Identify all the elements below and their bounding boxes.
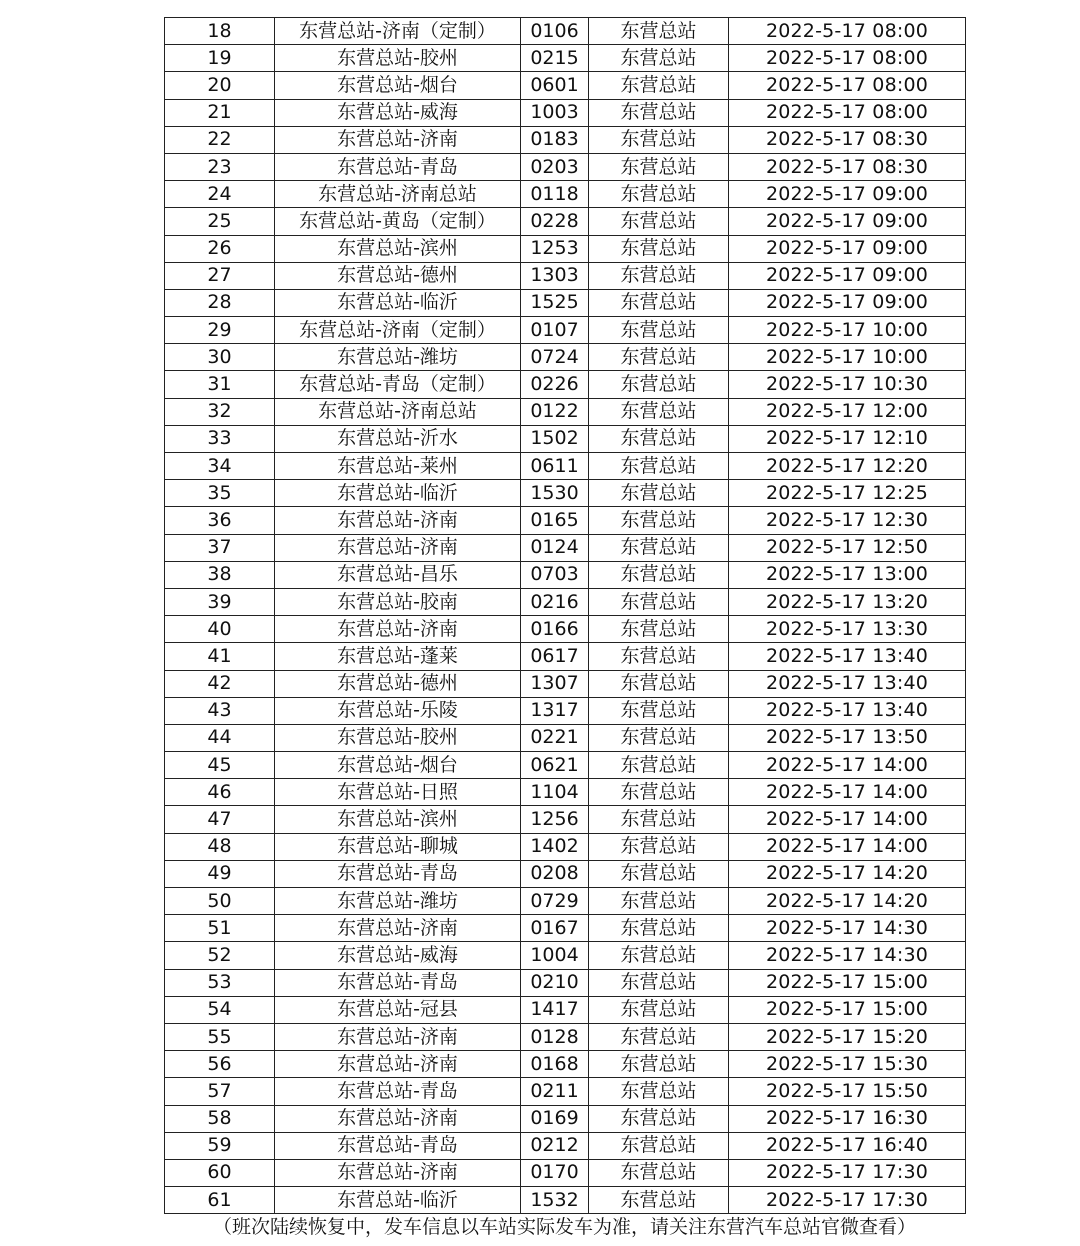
departure-time-cell: 2022-5-17 14:00 [729, 779, 966, 806]
row-number-cell: 49 [165, 860, 275, 887]
row-number-cell: 28 [165, 289, 275, 316]
departure-time-cell: 2022-5-17 15:00 [729, 969, 966, 996]
departure-station-cell: 东营总站 [589, 1159, 729, 1186]
route-cell: 东营总站-济南 [275, 1159, 521, 1186]
table-row [165, 752, 966, 779]
table-row [165, 697, 966, 724]
row-number-cell: 23 [165, 153, 275, 180]
departure-station-cell: 东营总站 [589, 724, 729, 751]
row-number-cell: 46 [165, 779, 275, 806]
departure-time-cell: 2022-5-17 15:20 [729, 1023, 966, 1050]
departure-time-cell: 2022-5-17 14:20 [729, 888, 966, 915]
departure-station-cell: 东营总站 [589, 969, 729, 996]
departure-station-cell: 东营总站 [589, 1078, 729, 1105]
departure-station-cell: 东营总站 [589, 779, 729, 806]
row-number-cell: 41 [165, 643, 275, 670]
route-cell: 东营总站-青岛 [275, 1078, 521, 1105]
route-code-cell: 1004 [521, 942, 589, 969]
row-number-cell: 31 [165, 371, 275, 398]
table-row [165, 453, 966, 480]
route-code-cell: 0221 [521, 724, 589, 751]
route-code-cell: 1003 [521, 99, 589, 126]
route-cell: 东营总站-滨州 [275, 235, 521, 262]
table-row [165, 72, 966, 99]
departure-time-cell: 2022-5-17 12:20 [729, 453, 966, 480]
departure-station-cell: 东营总站 [589, 1132, 729, 1159]
route-cell: 东营总站-乐陵 [275, 697, 521, 724]
departure-station-cell: 东营总站 [589, 235, 729, 262]
departure-time-cell: 2022-5-17 13:40 [729, 670, 966, 697]
table-row [165, 1159, 966, 1186]
row-number-cell: 56 [165, 1051, 275, 1078]
route-code-cell: 0166 [521, 616, 589, 643]
departure-time-cell: 2022-5-17 12:10 [729, 425, 966, 452]
route-code-cell: 0122 [521, 398, 589, 425]
departure-station-cell: 东营总站 [589, 942, 729, 969]
route-code-cell: 0729 [521, 888, 589, 915]
row-number-cell: 51 [165, 915, 275, 942]
departure-time-cell: 2022-5-17 08:30 [729, 153, 966, 180]
table-row [165, 1187, 966, 1214]
route-cell: 东营总站-威海 [275, 942, 521, 969]
departure-station-cell: 东营总站 [589, 806, 729, 833]
row-number-cell: 42 [165, 670, 275, 697]
route-code-cell: 0124 [521, 534, 589, 561]
row-number-cell: 53 [165, 969, 275, 996]
route-code-cell: 0228 [521, 208, 589, 235]
route-cell: 东营总站-青岛 [275, 1132, 521, 1159]
departure-station-cell: 东营总站 [589, 398, 729, 425]
route-cell: 东营总站-青岛 [275, 153, 521, 180]
departure-station-cell: 东营总站 [589, 996, 729, 1023]
departure-time-cell: 2022-5-17 09:00 [729, 181, 966, 208]
row-number-cell: 55 [165, 1023, 275, 1050]
table-row [165, 1023, 966, 1050]
row-number-cell: 26 [165, 235, 275, 262]
route-cell: 东营总站-沂水 [275, 425, 521, 452]
departure-time-cell: 2022-5-17 13:20 [729, 588, 966, 615]
route-code-cell: 0128 [521, 1023, 589, 1050]
row-number-cell: 18 [165, 18, 275, 45]
schedule-table [164, 17, 966, 1214]
row-number-cell: 48 [165, 833, 275, 860]
departure-station-cell: 东营总站 [589, 561, 729, 588]
route-code-cell: 1525 [521, 289, 589, 316]
table-row [165, 588, 966, 615]
departure-station-cell: 东营总站 [589, 1105, 729, 1132]
route-cell: 东营总站-潍坊 [275, 344, 521, 371]
route-cell: 东营总站-胶州 [275, 45, 521, 72]
route-cell: 东营总站-德州 [275, 262, 521, 289]
route-cell: 东营总站-济南总站 [275, 181, 521, 208]
departure-time-cell: 2022-5-17 14:00 [729, 833, 966, 860]
departure-station-cell: 东营总站 [589, 833, 729, 860]
table-row [165, 153, 966, 180]
route-code-cell: 1530 [521, 480, 589, 507]
departure-station-cell: 东营总站 [589, 534, 729, 561]
table-row [165, 317, 966, 344]
table-row [165, 806, 966, 833]
route-code-cell: 0106 [521, 18, 589, 45]
route-code-cell: 0216 [521, 588, 589, 615]
row-number-cell: 33 [165, 425, 275, 452]
route-code-cell: 1532 [521, 1187, 589, 1214]
departure-station-cell: 东营总站 [589, 588, 729, 615]
route-code-cell: 0611 [521, 453, 589, 480]
departure-time-cell: 2022-5-17 13:50 [729, 724, 966, 751]
table-row [165, 181, 966, 208]
departure-time-cell: 2022-5-17 13:40 [729, 697, 966, 724]
departure-station-cell: 东营总站 [589, 425, 729, 452]
route-cell: 东营总站-临沂 [275, 480, 521, 507]
route-cell: 东营总站-济南 [275, 126, 521, 153]
route-code-cell: 0107 [521, 317, 589, 344]
departure-time-cell: 2022-5-17 16:30 [729, 1105, 966, 1132]
table-row [165, 208, 966, 235]
row-number-cell: 40 [165, 616, 275, 643]
row-number-cell: 54 [165, 996, 275, 1023]
route-code-cell: 1253 [521, 235, 589, 262]
route-code-cell: 0226 [521, 371, 589, 398]
departure-station-cell: 东营总站 [589, 45, 729, 72]
table-row [165, 18, 966, 45]
table-row [165, 670, 966, 697]
route-cell: 东营总站-蓬莱 [275, 643, 521, 670]
route-code-cell: 0203 [521, 153, 589, 180]
route-cell: 东营总站-济南（定制） [275, 18, 521, 45]
row-number-cell: 36 [165, 507, 275, 534]
route-code-cell: 1402 [521, 833, 589, 860]
row-number-cell: 30 [165, 344, 275, 371]
departure-time-cell: 2022-5-17 17:30 [729, 1187, 966, 1214]
route-cell: 东营总站-烟台 [275, 72, 521, 99]
departure-time-cell: 2022-5-17 09:00 [729, 262, 966, 289]
route-code-cell: 0169 [521, 1105, 589, 1132]
route-cell: 东营总站-德州 [275, 670, 521, 697]
departure-time-cell: 2022-5-17 08:00 [729, 99, 966, 126]
departure-time-cell: 2022-5-17 08:00 [729, 18, 966, 45]
route-code-cell: 0210 [521, 969, 589, 996]
departure-station-cell: 东营总站 [589, 616, 729, 643]
route-cell: 东营总站-青岛（定制） [275, 371, 521, 398]
row-number-cell: 21 [165, 99, 275, 126]
departure-time-cell: 2022-5-17 08:00 [729, 45, 966, 72]
route-cell: 东营总站-济南 [275, 915, 521, 942]
table-row [165, 371, 966, 398]
departure-station-cell: 东营总站 [589, 860, 729, 887]
route-cell: 东营总站-昌乐 [275, 561, 521, 588]
departure-time-cell: 2022-5-17 13:00 [729, 561, 966, 588]
table-row [165, 996, 966, 1023]
route-code-cell: 0724 [521, 344, 589, 371]
route-code-cell: 0617 [521, 643, 589, 670]
table-row [165, 724, 966, 751]
route-code-cell: 1502 [521, 425, 589, 452]
route-cell: 东营总站-胶南 [275, 588, 521, 615]
table-row [165, 45, 966, 72]
departure-time-cell: 2022-5-17 08:30 [729, 126, 966, 153]
row-number-cell: 39 [165, 588, 275, 615]
table-row [165, 534, 966, 561]
departure-station-cell: 东营总站 [589, 1051, 729, 1078]
departure-station-cell: 东营总站 [589, 670, 729, 697]
route-cell: 东营总站-临沂 [275, 289, 521, 316]
departure-station-cell: 东营总站 [589, 1023, 729, 1050]
route-code-cell: 0118 [521, 181, 589, 208]
departure-station-cell: 东营总站 [589, 72, 729, 99]
route-cell: 东营总站-莱州 [275, 453, 521, 480]
row-number-cell: 35 [165, 480, 275, 507]
route-cell: 东营总站-黄岛（定制） [275, 208, 521, 235]
departure-station-cell: 东营总站 [589, 643, 729, 670]
route-cell: 东营总站-胶州 [275, 724, 521, 751]
route-cell: 东营总站-临沂 [275, 1187, 521, 1214]
row-number-cell: 25 [165, 208, 275, 235]
row-number-cell: 44 [165, 724, 275, 751]
row-number-cell: 43 [165, 697, 275, 724]
route-code-cell: 0168 [521, 1051, 589, 1078]
departure-time-cell: 2022-5-17 09:00 [729, 235, 966, 262]
departure-station-cell: 东营总站 [589, 507, 729, 534]
departure-station-cell: 东营总站 [589, 18, 729, 45]
table-row [165, 480, 966, 507]
table-row [165, 507, 966, 534]
table-row [165, 942, 966, 969]
departure-station-cell: 东营总站 [589, 697, 729, 724]
route-code-cell: 0167 [521, 915, 589, 942]
table-row [165, 1132, 966, 1159]
departure-time-cell: 2022-5-17 10:30 [729, 371, 966, 398]
route-code-cell: 1417 [521, 996, 589, 1023]
row-number-cell: 61 [165, 1187, 275, 1214]
route-cell: 东营总站-潍坊 [275, 888, 521, 915]
table-row [165, 235, 966, 262]
row-number-cell: 52 [165, 942, 275, 969]
route-cell: 东营总站-济南（定制） [275, 317, 521, 344]
departure-station-cell: 东营总站 [589, 480, 729, 507]
departure-time-cell: 2022-5-17 17:30 [729, 1159, 966, 1186]
table-row [165, 833, 966, 860]
departure-station-cell: 东营总站 [589, 99, 729, 126]
departure-station-cell: 东营总站 [589, 344, 729, 371]
route-cell: 东营总站-日照 [275, 779, 521, 806]
departure-station-cell: 东营总站 [589, 181, 729, 208]
route-code-cell: 0170 [521, 1159, 589, 1186]
table-row [165, 561, 966, 588]
route-code-cell: 0211 [521, 1078, 589, 1105]
row-number-cell: 32 [165, 398, 275, 425]
departure-station-cell: 东营总站 [589, 453, 729, 480]
route-code-cell: 0621 [521, 752, 589, 779]
route-code-cell: 1307 [521, 670, 589, 697]
departure-time-cell: 2022-5-17 09:00 [729, 208, 966, 235]
route-cell: 东营总站-青岛 [275, 969, 521, 996]
table-row [165, 344, 966, 371]
route-code-cell: 1303 [521, 262, 589, 289]
route-cell: 东营总站-济南 [275, 616, 521, 643]
row-number-cell: 22 [165, 126, 275, 153]
departure-station-cell: 东营总站 [589, 371, 729, 398]
departure-time-cell: 2022-5-17 14:30 [729, 915, 966, 942]
table-row [165, 126, 966, 153]
route-cell: 东营总站-济南 [275, 1051, 521, 1078]
route-code-cell: 0215 [521, 45, 589, 72]
departure-station-cell: 东营总站 [589, 317, 729, 344]
table-row [165, 398, 966, 425]
row-number-cell: 24 [165, 181, 275, 208]
table-row [165, 425, 966, 452]
table-row [165, 969, 966, 996]
departure-time-cell: 2022-5-17 12:50 [729, 534, 966, 561]
route-cell: 东营总站-烟台 [275, 752, 521, 779]
departure-time-cell: 2022-5-17 16:40 [729, 1132, 966, 1159]
table-row [165, 915, 966, 942]
table-row [165, 99, 966, 126]
departure-time-cell: 2022-5-17 12:25 [729, 480, 966, 507]
departure-station-cell: 东营总站 [589, 289, 729, 316]
route-cell: 东营总站-滨州 [275, 806, 521, 833]
departure-station-cell: 东营总站 [589, 915, 729, 942]
route-cell: 东营总站-济南 [275, 1023, 521, 1050]
row-number-cell: 50 [165, 888, 275, 915]
route-cell: 东营总站-威海 [275, 99, 521, 126]
row-number-cell: 47 [165, 806, 275, 833]
route-cell: 东营总站-青岛 [275, 860, 521, 887]
departure-time-cell: 2022-5-17 10:00 [729, 317, 966, 344]
route-code-cell: 1104 [521, 779, 589, 806]
departure-time-cell: 2022-5-17 08:00 [729, 72, 966, 99]
table-row [165, 779, 966, 806]
footer-note: （班次陆续恢复中，发车信息以车站实际发车为准，请关注东营汽车总站官微查看） [212, 1216, 916, 1238]
departure-station-cell: 东营总站 [589, 208, 729, 235]
row-number-cell: 58 [165, 1105, 275, 1132]
route-code-cell: 0183 [521, 126, 589, 153]
row-number-cell: 27 [165, 262, 275, 289]
table-row [165, 643, 966, 670]
route-cell: 东营总站-济南总站 [275, 398, 521, 425]
route-cell: 东营总站-聊城 [275, 833, 521, 860]
table-row [165, 262, 966, 289]
route-cell: 东营总站-冠县 [275, 996, 521, 1023]
table-row [165, 1078, 966, 1105]
departure-time-cell: 2022-5-17 14:30 [729, 942, 966, 969]
row-number-cell: 38 [165, 561, 275, 588]
departure-time-cell: 2022-5-17 12:30 [729, 507, 966, 534]
row-number-cell: 60 [165, 1159, 275, 1186]
row-number-cell: 57 [165, 1078, 275, 1105]
row-number-cell: 29 [165, 317, 275, 344]
row-number-cell: 37 [165, 534, 275, 561]
row-number-cell: 45 [165, 752, 275, 779]
route-cell: 东营总站-济南 [275, 1105, 521, 1132]
departure-station-cell: 东营总站 [589, 153, 729, 180]
departure-station-cell: 东营总站 [589, 126, 729, 153]
departure-time-cell: 2022-5-17 10:00 [729, 344, 966, 371]
table-row [165, 289, 966, 316]
departure-station-cell: 东营总站 [589, 888, 729, 915]
departure-station-cell: 东营总站 [589, 262, 729, 289]
row-number-cell: 34 [165, 453, 275, 480]
route-cell: 东营总站-济南 [275, 534, 521, 561]
departure-time-cell: 2022-5-17 09:00 [729, 289, 966, 316]
departure-time-cell: 2022-5-17 13:40 [729, 643, 966, 670]
table-row [165, 1105, 966, 1132]
route-code-cell: 0208 [521, 860, 589, 887]
table-row [165, 616, 966, 643]
route-code-cell: 1256 [521, 806, 589, 833]
route-code-cell: 1317 [521, 697, 589, 724]
departure-time-cell: 2022-5-17 14:00 [729, 752, 966, 779]
departure-time-cell: 2022-5-17 13:30 [729, 616, 966, 643]
departure-time-cell: 2022-5-17 14:20 [729, 860, 966, 887]
route-code-cell: 0165 [521, 507, 589, 534]
departure-time-cell: 2022-5-17 14:00 [729, 806, 966, 833]
table-row [165, 1051, 966, 1078]
route-code-cell: 0601 [521, 72, 589, 99]
departure-time-cell: 2022-5-17 15:50 [729, 1078, 966, 1105]
departure-station-cell: 东营总站 [589, 752, 729, 779]
table-row [165, 888, 966, 915]
row-number-cell: 19 [165, 45, 275, 72]
schedule-body [165, 18, 966, 1214]
route-code-cell: 0703 [521, 561, 589, 588]
departure-time-cell: 2022-5-17 12:00 [729, 398, 966, 425]
route-code-cell: 0212 [521, 1132, 589, 1159]
departure-station-cell: 东营总站 [589, 1187, 729, 1214]
row-number-cell: 59 [165, 1132, 275, 1159]
route-cell: 东营总站-济南 [275, 507, 521, 534]
departure-time-cell: 2022-5-17 15:00 [729, 996, 966, 1023]
table-row [165, 860, 966, 887]
row-number-cell: 20 [165, 72, 275, 99]
departure-time-cell: 2022-5-17 15:30 [729, 1051, 966, 1078]
